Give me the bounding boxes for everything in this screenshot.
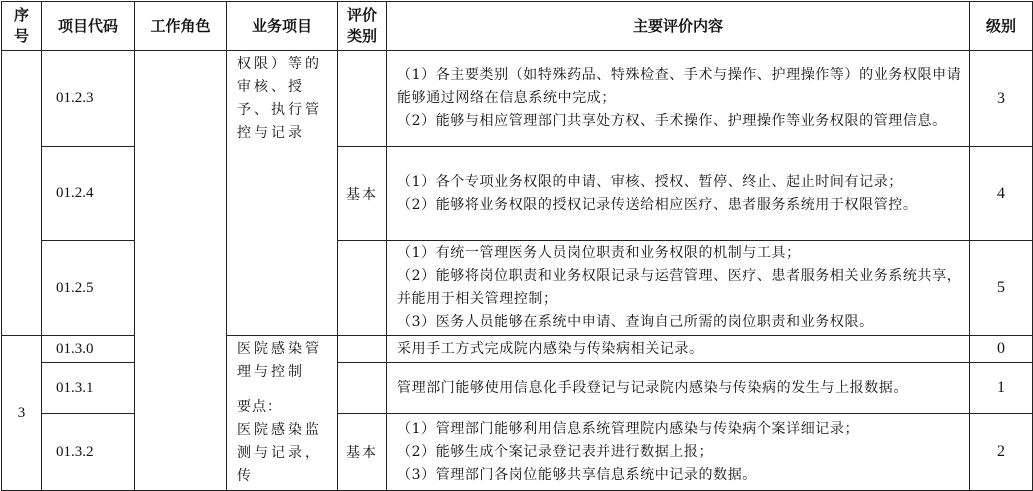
header-row <box>2 2 1033 51</box>
content-line: （1）各个专项业务权限的申请、审核、授权、暂停、终止、起止时间有记录； <box>397 173 903 190</box>
header-content: 主要评价内容 <box>387 2 970 51</box>
level-cell: 0 <box>970 336 1033 363</box>
code-cell: 01.2.3 <box>42 51 135 147</box>
header-role: 工作角色 <box>135 2 227 51</box>
table-row <box>2 51 1033 147</box>
content-line: （2）能够生成个案记录登记表并进行数据上报； <box>397 443 714 460</box>
code-cell: 01.3.2 <box>42 414 135 491</box>
level-cell: 5 <box>970 241 1033 336</box>
content-line: （2）能够将岗位职责和业务权限记录与运营管理、医疗、患者服务相关业务系统共享，并能用于相关管理控制； <box>397 268 962 307</box>
item-text: 权限）等的审核、授予、执行管控与记录 <box>237 56 322 141</box>
header-code: 项目代码 <box>42 2 135 51</box>
level-cell: 2 <box>970 414 1033 491</box>
level-cell: 4 <box>970 147 1033 241</box>
content-line: （3）管理部门各岗位能够共享信息系统中记录的数据。 <box>397 466 757 483</box>
header-seq: 序号 <box>2 2 42 51</box>
category-cell: 基本 <box>338 414 387 491</box>
content-cell <box>387 241 970 336</box>
item-key-text: 医院感染监测与记录，传 <box>237 422 322 484</box>
item-title: 医院感染管理与控制 <box>237 341 322 380</box>
header-item: 业务项目 <box>227 2 338 51</box>
header-category: 评价类别 <box>338 2 387 51</box>
content-line: （2）能够将业务权限的授权记录传送给相应医疗、患者服务系统用于权限管控。 <box>397 196 918 213</box>
category-cell-empty <box>338 336 387 363</box>
content-line: （3）医务人员能够在系统中申请、查询自己所需的岗位职责和业务权限。 <box>397 314 874 330</box>
category-cell: 基本 <box>338 147 387 241</box>
content-line: （2）能够与相应管理部门共享处方权、手术操作、护理操作等业务权限的管理信息。 <box>397 113 947 129</box>
code-cell: 01.2.5 <box>42 241 135 336</box>
category-cell-empty <box>338 241 387 336</box>
code-cell: 01.3.1 <box>42 363 135 414</box>
level-cell: 3 <box>970 51 1033 147</box>
item-cell <box>227 51 338 336</box>
category-cell-empty <box>338 363 387 414</box>
header-level: 级别 <box>970 2 1033 51</box>
evaluation-table <box>1 1 1033 491</box>
content-cell <box>387 414 970 491</box>
item-key-label: 要点： <box>237 399 282 415</box>
seq-cell: 3 <box>2 336 42 491</box>
content-line: （1）各主要类别（如特殊药品、特殊检查、手术与操作、护理操作等）的业务权限申请能够通过网络在信息系统中完成； <box>397 67 962 106</box>
code-cell: 01.3.0 <box>42 336 135 363</box>
content-cell <box>387 51 970 147</box>
level-cell: 1 <box>970 363 1033 414</box>
content-cell <box>387 336 970 363</box>
content-cell <box>387 147 970 241</box>
content-line: 管理部门能够使用信息化手段登记与记录院内感染与传染病的发生与上报数据。 <box>397 379 908 396</box>
seq-cell-empty <box>2 51 42 336</box>
category-cell-empty <box>338 51 387 147</box>
item-cell <box>227 336 338 491</box>
role-cell <box>135 51 227 491</box>
content-line: 采用手工方式完成院内感染与传染病相关记录。 <box>397 340 704 357</box>
content-cell <box>387 363 970 414</box>
content-line: （1）有统一管理医务人员岗位职责和业务权限的机制与工具； <box>397 245 801 261</box>
code-cell: 01.2.4 <box>42 147 135 241</box>
content-line: （1）管理部门能够利用信息系统管理院内感染与传染病个案详细记录； <box>397 420 860 437</box>
